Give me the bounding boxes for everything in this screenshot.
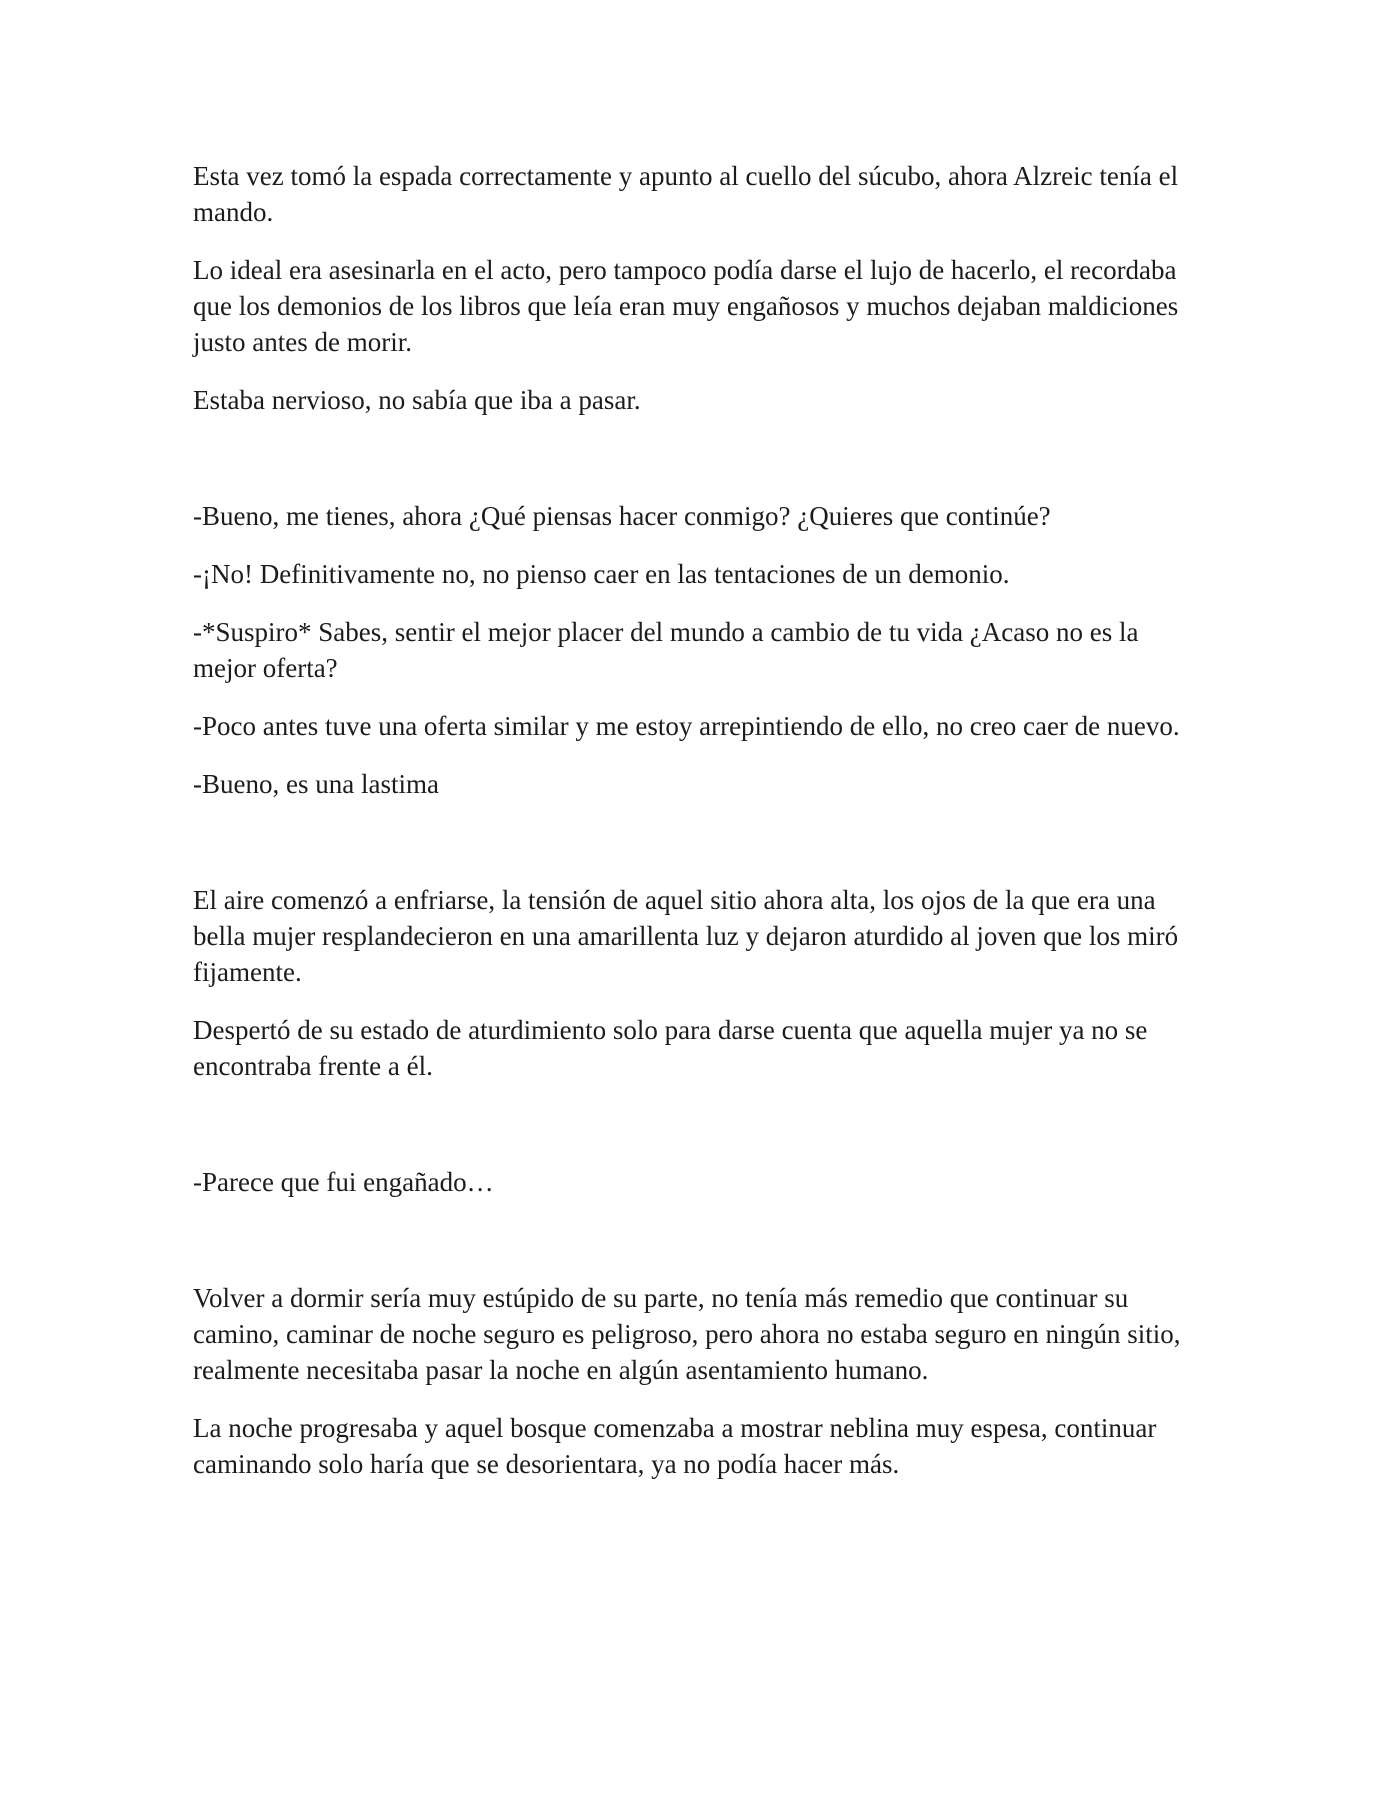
paragraph-spacer (193, 360, 1200, 382)
paragraph-spacer (193, 990, 1200, 1012)
paragraph-4: El aire comenzó a enfriarse, la tensión de aquel sitio ahora alta, los ojos de la que era una bella mujer resplandecieron en una amarillenta luz y dejaron aturdido al joven que los miró fijamente. (193, 885, 1179, 987)
dialogue-line-5: -Bueno, es una lastima (193, 769, 439, 799)
paragraph-2: Lo ideal era asesinarla en el acto, pero tampoco podía darse el lujo de hacerlo, el recordaba que los demonios de los libros que leía eran muy engañosos y muchos dejaban maldiciones justo antes de morir. (193, 255, 1179, 357)
dialogue-line-6: -Parece que fui engañado… (193, 1167, 494, 1197)
paragraph-spacer (193, 592, 1200, 614)
paragraph-spacer (193, 744, 1200, 766)
section-spacer (193, 802, 1200, 882)
paragraph-3: Estaba nervioso, no sabía que iba a pasar. (193, 385, 641, 415)
paragraph-spacer (193, 1388, 1200, 1410)
paragraph-6: Volver a dormir sería muy estúpido de su parte, no tenía más remedio que continuar su camino, caminar de noche seguro es peligroso, pero ahora no estaba seguro en ningún sitio, realmente necesitaba pasar la noche en algún asentamiento humano. (193, 1283, 1181, 1385)
section-spacer (193, 418, 1200, 498)
dialogue-line-1: -Bueno, me tienes, ahora ¿Qué piensas hacer conmigo? ¿Quieres que continúe? (193, 501, 1051, 531)
paragraph-7: La noche progresaba y aquel bosque comenzaba a mostrar neblina muy espesa, continuar caminando solo haría que se desorientara, ya no podía hacer más. (193, 1413, 1157, 1479)
section-spacer (193, 1200, 1200, 1280)
dialogue-line-4: -Poco antes tuve una oferta similar y me estoy arrepintiendo de ello, no creo caer de nuevo. (193, 711, 1180, 741)
paragraph-1: Esta vez tomó la espada correctamente y apunto al cuello del súcubo, ahora Alzreic tenía el mando. (193, 161, 1179, 227)
section-spacer (193, 1084, 1200, 1164)
paragraph-5: Despertó de su estado de aturdimiento solo para darse cuenta que aquella mujer ya no se encontraba frente a él. (193, 1015, 1148, 1081)
paragraph-spacer (193, 534, 1200, 556)
dialogue-line-2: -¡No! Definitivamente no, no pienso caer en las tentaciones de un demonio. (193, 559, 1010, 589)
dialogue-line-3: -*Suspiro* Sabes, sentir el mejor placer del mundo a cambio de tu vida ¿Acaso no es la mejor oferta? (193, 617, 1139, 683)
paragraph-spacer (193, 230, 1200, 252)
paragraph-spacer (193, 686, 1200, 708)
